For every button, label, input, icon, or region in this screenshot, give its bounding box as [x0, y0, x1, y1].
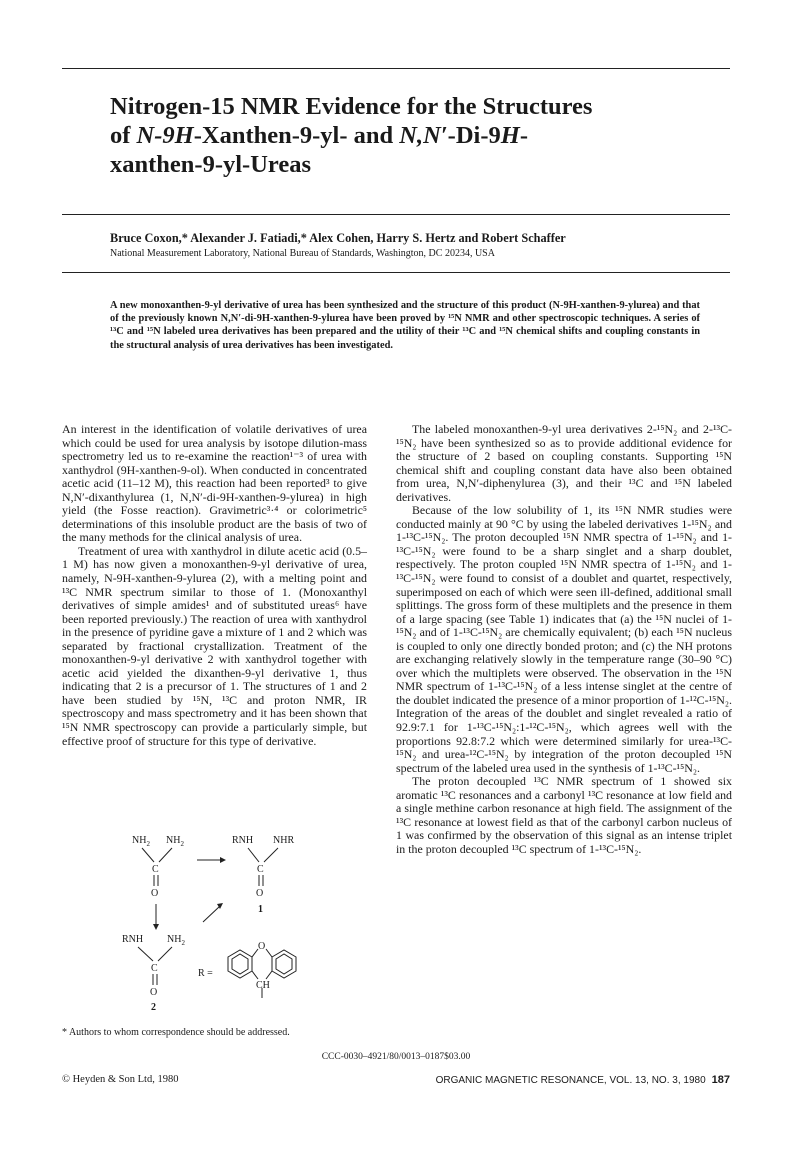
author-list: Bruce Coxon,* Alexander J. Fatiadi,* Alex Cohen, Harry S. Hertz and Robert Schaffer — [110, 231, 566, 245]
copyright: © Heyden & Son Ltd, 1980 — [62, 1074, 179, 1085]
footnote: * Authors to whom correspondence should be addressed. — [62, 1027, 290, 1038]
xanthene-oxygen: O — [258, 941, 266, 952]
scheme-c: C — [151, 963, 158, 974]
article-title — [110, 92, 710, 179]
xanthene-ch: CH — [256, 980, 270, 991]
top-rule — [62, 68, 730, 69]
title-line-2: of N-9H-Xanthen-9-yl- and N,N′-Di-9H- — [110, 122, 528, 149]
title-line-1: Nitrogen-15 NMR Evidence for the Structures — [110, 93, 593, 120]
scheme-rnh: RNH — [232, 835, 254, 846]
affiliation: National Measurement Laboratory, National Bureau of Standards, Washington, DC 20234, USA — [110, 248, 495, 259]
paragraph: The proton decoupled ¹³C NMR spectrum of 1 showed six aromatic ¹³C resonances and a carbonyl ¹³C resonance at low field and a single methine carbon resonance at high field. The assignment of the ¹³C resonance at lowest field as that of the carbonyl carbon nucleus of 1 was confirmed by the observation of this signal as an intense triplet in the proton decoupled ¹³C spectrum of 1-¹³C-¹⁵N₂. — [396, 774, 732, 856]
journal-citation: ORGANIC MAGNETIC RESONANCE, VOL. 13, NO. 3, 1980 — [435, 1075, 706, 1086]
title-rule — [62, 214, 730, 215]
scheme-rnh: RNH — [122, 934, 144, 945]
scheme-nh2: $NH_2$ — [167, 934, 185, 947]
paragraph: Treatment of urea with xanthydrol in dilute acetic acid (0.5–1 M) has now given a monoxanthen-9-yl derivative of urea, namely, N-9H-xanthen-9-ylurea (2), with a melting point and ¹³C NMR spectrum similar to those of 1. (Monoxanthyl derivatives of simple amides¹ and of substituted ureas⁶ have been reported previously.) The reaction of urea with xanthydrol in the presence of pyridine gave a mixture of 1 and 2 which was separated by fractional crystallization. Treatment of the monoxanthen-9-yl derivative 2 with xanthydrol together with acetic acid yielded the dixanthen-9-yl derivative 1, thus indicating that 2 is a precursor of 1. The structures of 1 and 2 have been studied by ¹⁵N, ¹³C and proton NMR, IR spectroscopy and mass spectrometry and it has been shown that ¹⁵N NMR spectroscopy can provide a particularly simple, but effective proof of structure for this type of derivative. — [62, 543, 367, 748]
scheme-nh2: $NH_2$ — [166, 835, 184, 848]
paragraph: An interest in the identification of volatile derivatives of urea which could be used for urea analysis by isotope dilution-mass spectrometry led us to re-examine the reaction¹⁻³ of urea with xanthydrol (9H-xanthen-9-ol). When conducted in concentrated acetic acid (11–12 M), this reaction had been reported³ to give N,N′-dixanthylurea (1, N,N′-di-9H-xanthen-9-ylurea) in high yield (the Fosse reaction). Gravimetric³·⁴ or colorimetric⁵ determinations of this insoluble product are the basis of two of the many methods for the clinical analysis of urea. — [62, 422, 367, 545]
paragraph: Because of the low solubility of 1, its ¹⁵N NMR studies were conducted mainly at 90 °C by using the labeled derivatives 1-¹⁵N₂ and 1-¹³C-¹⁵N₂. The proton decoupled ¹⁵N NMR spectra of 1-¹⁵N₂ and 1-¹³C-¹⁵N₂ were found to be a sharp singlet and a sharp doublet, respectively. The proton coupled ¹⁵N NMR spectra of 1-¹⁵N₂ and 1-¹³C-¹⁵N₂ were found to consist of a doublet and quartet, respectively, superimposed on each of which were seen ill-defined, additional small splittings. The gross form of these multiplets and the presence in them of a large spacing (see Table 1) indicates that (a) the ¹⁵N nuclei of 1-¹⁵N₂ and of 1-¹³C-¹⁵N₂ are chemically equivalent; (b) each ¹⁵N nucleus is coupled to only one directly bonded proton; and (c) the NH protons are exchanging relatively slowly in the temperature range (30–90 °C) over which the multiplets were observed. The observation in the ¹⁵N NMR spectrum of 1-¹³C-¹⁵N₂ of a less intense singlet at the centre of the doublet indicated the presence of a minor proportion of 1-¹²C-¹⁵N₂. Integration of the areas of the doublet and singlet revealed a ratio of 92.9:7.1 for 1-¹³C-¹⁵N₂:1-¹²C-¹⁵N₂, which agrees well with the proportions 92.8:7.2 which were determined similarly for urea-¹³C-¹⁵N₂ and urea-¹²C-¹⁵N₂ by integration of the proton decoupled ¹⁵N spectrum of the labeled urea used in the synthesis of 1-¹³C-¹⁵N₂. — [396, 503, 732, 775]
scheme-nh2: $NH_2$ — [132, 835, 150, 848]
compound-label-2: 2 — [151, 1002, 156, 1012]
paragraph: The labeled monoxanthen-9-yl urea derivatives 2-¹⁵N₂ and 2-¹³C-¹⁵N₂ have been synthesized so as to provide additional evidence for the structure of 2 based on coupling constants. Supporting ¹⁵N chemical shift and coupling constant data have also been obtained from urea, N,N′-diphenylurea (3), and their ¹³C and ¹⁵N labeled derivatives. — [396, 422, 732, 504]
scheme-o: O — [150, 987, 158, 998]
reaction-scheme — [110, 832, 310, 1012]
scheme-o: O — [256, 888, 264, 899]
ccc-code: CCC-0030–4921/80/0013–0187$03.00 — [321, 1052, 471, 1062]
left-column — [62, 423, 367, 748]
compound-label-1: 1 — [258, 904, 263, 915]
authors-rule — [62, 272, 730, 273]
journal-footer — [436, 1074, 730, 1086]
scheme-c: C — [257, 864, 264, 875]
scheme-nhr: NHR — [273, 835, 295, 846]
page-number: 187 — [711, 1074, 730, 1086]
scheme-c: C — [152, 864, 159, 875]
title-line-3: xanthen-9-yl-Ureas — [110, 151, 311, 178]
right-column — [396, 423, 732, 857]
scheme-r-equals: R = — [198, 968, 213, 979]
scheme-o: O — [151, 888, 159, 899]
abstract: A new monoxanthen-9-yl derivative of urea has been synthesized and the structure of this product (N-9H-xanthen-9-ylurea) and that of the previously known N,N′-di-9H-xanthen-9-ylurea have been proved by ¹⁵N NMR and other spectroscopic techniques. A series of ¹³C and ¹⁵N labeled urea derivatives has been prepared and the utility of their ¹³C and ¹⁵N chemical shifts and coupling constants in the structural analysis of urea derivatives has been investigated. — [110, 300, 700, 351]
